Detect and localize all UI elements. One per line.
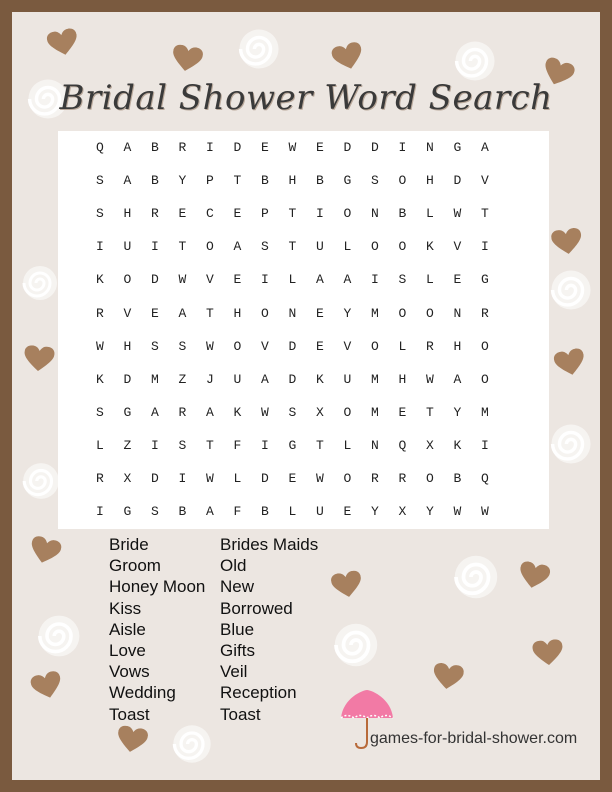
rose-icon bbox=[236, 26, 282, 72]
grid-letter: R bbox=[371, 470, 379, 486]
grid-letter: A bbox=[123, 173, 132, 189]
grid-letter: Q bbox=[96, 140, 104, 156]
grid-letter: L bbox=[233, 470, 242, 486]
grid-letter: D bbox=[288, 338, 297, 354]
grid-letter: Q bbox=[481, 470, 489, 486]
grid-letter: T bbox=[233, 173, 242, 189]
grid-letter: G bbox=[123, 404, 132, 420]
grid-row bbox=[96, 164, 509, 197]
grid-letter: I bbox=[151, 239, 159, 255]
grid-letter: M bbox=[371, 371, 379, 387]
grid-letter: O bbox=[343, 206, 352, 222]
grid-letter: O bbox=[233, 338, 242, 354]
word-list-item: Brides Maids bbox=[220, 535, 319, 554]
grid-letter: N bbox=[453, 305, 462, 321]
grid-letter: D bbox=[151, 272, 159, 288]
grid-letter: O bbox=[371, 239, 379, 255]
grid-letter: B bbox=[453, 470, 462, 486]
heart-icon bbox=[330, 570, 364, 601]
grid-letter: E bbox=[398, 404, 407, 420]
grid-letter: K bbox=[233, 404, 242, 420]
grid-letter: A bbox=[316, 272, 324, 288]
grid-letter: I bbox=[206, 140, 214, 156]
grid-letter: E bbox=[316, 140, 324, 156]
grid-letter: R bbox=[96, 470, 104, 486]
grid-row bbox=[96, 429, 509, 462]
grid-letter: Z bbox=[123, 437, 132, 453]
grid-letter: R bbox=[426, 338, 434, 354]
grid-letter: L bbox=[96, 437, 104, 453]
grid-letter: Y bbox=[426, 504, 434, 520]
grid-letter: P bbox=[261, 206, 269, 222]
grid-letter: A bbox=[261, 371, 269, 387]
grid-letter: L bbox=[426, 206, 434, 222]
grid-letter: S bbox=[398, 272, 407, 288]
grid-letter: O bbox=[261, 305, 269, 321]
grid-letter: K bbox=[426, 239, 434, 255]
grid-letter: A bbox=[178, 305, 187, 321]
grid-letter: A bbox=[481, 140, 489, 156]
grid-letter: G bbox=[288, 437, 297, 453]
grid-letter: I bbox=[261, 437, 269, 453]
grid-letter: B bbox=[151, 140, 159, 156]
grid-letter: S bbox=[288, 404, 297, 420]
grid-row bbox=[96, 462, 509, 495]
grid-letter: N bbox=[426, 140, 434, 156]
grid-letter: W bbox=[453, 206, 462, 222]
grid-letter: K bbox=[96, 371, 104, 387]
word-list-item: Toast bbox=[220, 704, 261, 724]
grid-letter: B bbox=[398, 206, 407, 222]
grid-row bbox=[96, 330, 509, 363]
word-list-item: Wedding bbox=[109, 683, 176, 703]
grid-letter: I bbox=[151, 437, 159, 453]
grid-letter: S bbox=[151, 504, 159, 520]
rose-icon bbox=[330, 620, 382, 670]
grid-letter: O bbox=[398, 239, 407, 255]
word-list-item: Groom bbox=[109, 556, 161, 576]
grid-letter: U bbox=[123, 239, 132, 255]
grid-letter: V bbox=[206, 272, 214, 288]
grid-letter: H bbox=[426, 173, 434, 189]
grid-letter: U bbox=[316, 239, 324, 255]
grid-letter: A bbox=[233, 239, 242, 255]
grid-letter: K bbox=[453, 437, 462, 453]
grid-letter: T bbox=[316, 437, 324, 453]
grid-letter: S bbox=[96, 404, 104, 420]
grid-letter: W bbox=[288, 140, 297, 156]
grid-letter: D bbox=[233, 140, 242, 156]
grid-letter: T bbox=[481, 206, 489, 222]
rose-icon bbox=[20, 454, 62, 508]
word-list-item: Toast bbox=[109, 704, 150, 724]
grid-letter: X bbox=[398, 504, 407, 520]
grid-letter: W bbox=[453, 504, 462, 520]
grid-letter: Y bbox=[371, 504, 379, 520]
grid-letter: Y bbox=[178, 173, 187, 189]
grid-letter: T bbox=[206, 437, 214, 453]
grid-letter: X bbox=[426, 437, 434, 453]
heart-icon bbox=[170, 44, 204, 75]
rose-icon bbox=[548, 264, 594, 316]
grid-letter: N bbox=[371, 437, 379, 453]
grid-letter: F bbox=[233, 437, 242, 453]
grid-letter: D bbox=[453, 173, 462, 189]
grid-letter: R bbox=[151, 206, 159, 222]
heart-icon bbox=[431, 662, 464, 692]
grid-letter: D bbox=[343, 140, 352, 156]
grid-letter: U bbox=[316, 504, 324, 520]
grid-letter: H bbox=[453, 338, 462, 354]
grid-letter: M bbox=[151, 371, 159, 387]
grid-letter: I bbox=[371, 272, 379, 288]
grid-letter: U bbox=[343, 371, 352, 387]
rose-icon bbox=[548, 418, 594, 470]
word-list-item: Borrowed bbox=[220, 598, 293, 618]
grid-letter: W bbox=[316, 470, 324, 486]
grid-letter: L bbox=[288, 504, 297, 520]
grid-letter: K bbox=[316, 371, 324, 387]
grid-letter: A bbox=[206, 404, 214, 420]
word-list-item: Bride bbox=[109, 535, 149, 554]
grid-letter: W bbox=[96, 338, 104, 354]
grid-letter: A bbox=[343, 272, 352, 288]
grid-letter: I bbox=[261, 272, 269, 288]
grid-letter: I bbox=[481, 437, 489, 453]
grid-letter: H bbox=[123, 338, 132, 354]
grid-letter: G bbox=[481, 272, 489, 288]
grid-letter: N bbox=[371, 206, 379, 222]
grid-letter: E bbox=[288, 470, 297, 486]
grid-row bbox=[96, 495, 509, 528]
grid-letter: D bbox=[261, 470, 269, 486]
grid-letter: O bbox=[481, 371, 489, 387]
grid-letter: F bbox=[233, 504, 242, 520]
grid-letter: L bbox=[288, 272, 297, 288]
grid-row bbox=[96, 230, 509, 263]
grid-letter: W bbox=[206, 338, 214, 354]
grid-letter: E bbox=[151, 305, 159, 321]
word-list-item: Old bbox=[220, 556, 247, 576]
grid-letter: P bbox=[206, 173, 214, 189]
grid-letter: L bbox=[343, 239, 352, 255]
grid-letter: V bbox=[123, 305, 132, 321]
rose-icon bbox=[32, 612, 86, 660]
grid-letter: E bbox=[453, 272, 462, 288]
grid-letter: T bbox=[288, 206, 297, 222]
grid-letter: Q bbox=[398, 437, 407, 453]
word-list-right bbox=[220, 534, 318, 725]
grid-letter: W bbox=[261, 404, 269, 420]
grid-row bbox=[96, 363, 509, 396]
grid-letter: T bbox=[288, 239, 297, 255]
grid-letter: H bbox=[123, 206, 132, 222]
grid-letter: T bbox=[206, 305, 214, 321]
grid-letter: B bbox=[261, 173, 269, 189]
grid-letter: S bbox=[261, 239, 269, 255]
rose-icon bbox=[450, 552, 502, 602]
grid-letter: D bbox=[123, 371, 132, 387]
grid-letter: V bbox=[453, 239, 462, 255]
grid-letter: C bbox=[206, 206, 214, 222]
grid-letter: M bbox=[371, 305, 379, 321]
grid-letter: E bbox=[233, 206, 242, 222]
grid-letter: T bbox=[426, 404, 434, 420]
grid-letter: L bbox=[398, 338, 407, 354]
grid-letter: O bbox=[371, 338, 379, 354]
grid-letter: B bbox=[178, 504, 187, 520]
grid-letter: M bbox=[481, 404, 489, 420]
grid-letter: I bbox=[316, 206, 324, 222]
grid-letter: I bbox=[96, 239, 104, 255]
word-list-item: Love bbox=[109, 641, 146, 661]
grid-letter: A bbox=[206, 504, 214, 520]
grid-letter: A bbox=[453, 371, 462, 387]
grid-letter: E bbox=[261, 140, 269, 156]
footer-website: games-for-bridal-shower.com bbox=[370, 730, 578, 747]
grid-letter: L bbox=[343, 437, 352, 453]
heart-icon bbox=[532, 639, 564, 668]
grid-letter: S bbox=[371, 173, 379, 189]
grid-letter: R bbox=[178, 404, 187, 420]
grid-letter: R bbox=[398, 470, 407, 486]
rose-icon bbox=[166, 722, 218, 766]
grid-letter: E bbox=[343, 504, 352, 520]
grid-letter: V bbox=[261, 338, 269, 354]
grid-letter: S bbox=[151, 338, 159, 354]
page-title: Bridal Shower Word Search bbox=[59, 78, 553, 118]
grid-row bbox=[96, 296, 509, 329]
grid-letter: W bbox=[481, 504, 489, 520]
word-list-item: Veil bbox=[220, 662, 248, 682]
grid-row bbox=[96, 263, 509, 296]
grid-letter: O bbox=[398, 173, 407, 189]
grid-letter: R bbox=[178, 140, 187, 156]
grid-letter: O bbox=[343, 404, 352, 420]
grid-letter: E bbox=[316, 338, 324, 354]
grid-letter: K bbox=[96, 272, 104, 288]
grid-letter: A bbox=[151, 404, 159, 420]
grid-letter: H bbox=[288, 173, 297, 189]
grid-letter: I bbox=[96, 504, 104, 520]
grid-letter: L bbox=[426, 272, 434, 288]
grid-letter: G bbox=[123, 504, 132, 520]
grid-letter: W bbox=[206, 470, 214, 486]
heart-icon bbox=[23, 345, 55, 374]
grid-letter: G bbox=[453, 140, 462, 156]
word-list-item: Gifts bbox=[220, 641, 255, 661]
word-list-left bbox=[109, 534, 205, 725]
grid-letter: B bbox=[316, 173, 324, 189]
grid-letter: R bbox=[481, 305, 489, 321]
grid-letter: T bbox=[178, 239, 187, 255]
grid-letter: G bbox=[343, 173, 352, 189]
grid-letter: B bbox=[151, 173, 159, 189]
letter-table bbox=[96, 131, 509, 528]
grid-letter: D bbox=[371, 140, 379, 156]
grid-letter: O bbox=[123, 272, 132, 288]
grid-letter: S bbox=[96, 206, 104, 222]
grid-letter: O bbox=[426, 305, 434, 321]
grid-letter: U bbox=[233, 371, 242, 387]
grid-letter: D bbox=[288, 371, 297, 387]
grid-letter: H bbox=[233, 305, 242, 321]
grid-letter: I bbox=[398, 140, 407, 156]
grid-letter: Y bbox=[453, 404, 462, 420]
grid-letter: X bbox=[316, 404, 324, 420]
grid-letter: E bbox=[233, 272, 242, 288]
grid-letter: B bbox=[261, 504, 269, 520]
grid-letter: J bbox=[206, 371, 214, 387]
heart-icon bbox=[550, 227, 583, 257]
grid-letter: Y bbox=[343, 305, 352, 321]
grid-letter: V bbox=[481, 173, 489, 189]
grid-letter: A bbox=[123, 140, 132, 156]
grid-letter: W bbox=[178, 272, 187, 288]
grid-letter: Z bbox=[178, 371, 187, 387]
word-search-grid bbox=[58, 131, 549, 529]
word-list-item: Reception bbox=[220, 683, 297, 703]
grid-row bbox=[96, 131, 509, 164]
grid-letter: N bbox=[288, 305, 297, 321]
grid-letter: I bbox=[178, 470, 187, 486]
grid-letter: O bbox=[426, 470, 434, 486]
word-list-item: Kiss bbox=[109, 598, 142, 618]
grid-letter: O bbox=[481, 338, 489, 354]
word-list-item: Honey Moon bbox=[109, 577, 206, 597]
grid-letter: M bbox=[371, 404, 379, 420]
grid-letter: H bbox=[398, 371, 407, 387]
word-list-item: Aisle bbox=[109, 619, 146, 639]
grid-letter: S bbox=[178, 437, 187, 453]
grid-letter: E bbox=[178, 206, 187, 222]
grid-letter: D bbox=[151, 470, 159, 486]
grid-letter: R bbox=[96, 305, 104, 321]
grid-letter: V bbox=[343, 338, 352, 354]
grid-letter: O bbox=[398, 305, 407, 321]
word-list-item: New bbox=[220, 577, 255, 597]
heart-icon bbox=[115, 725, 149, 756]
grid-letter: E bbox=[316, 305, 324, 321]
grid-letter: S bbox=[178, 338, 187, 354]
word-list-item: Vows bbox=[109, 662, 150, 682]
rose-icon bbox=[20, 258, 60, 308]
grid-letter: S bbox=[96, 173, 104, 189]
grid-letter: O bbox=[343, 470, 352, 486]
grid-row bbox=[96, 197, 509, 230]
grid-row bbox=[96, 396, 509, 429]
grid-letter: X bbox=[123, 470, 132, 486]
grid-letter: I bbox=[481, 239, 489, 255]
word-list-item: Blue bbox=[220, 619, 255, 639]
grid-letter: W bbox=[426, 371, 434, 387]
grid-letter: O bbox=[206, 239, 214, 255]
